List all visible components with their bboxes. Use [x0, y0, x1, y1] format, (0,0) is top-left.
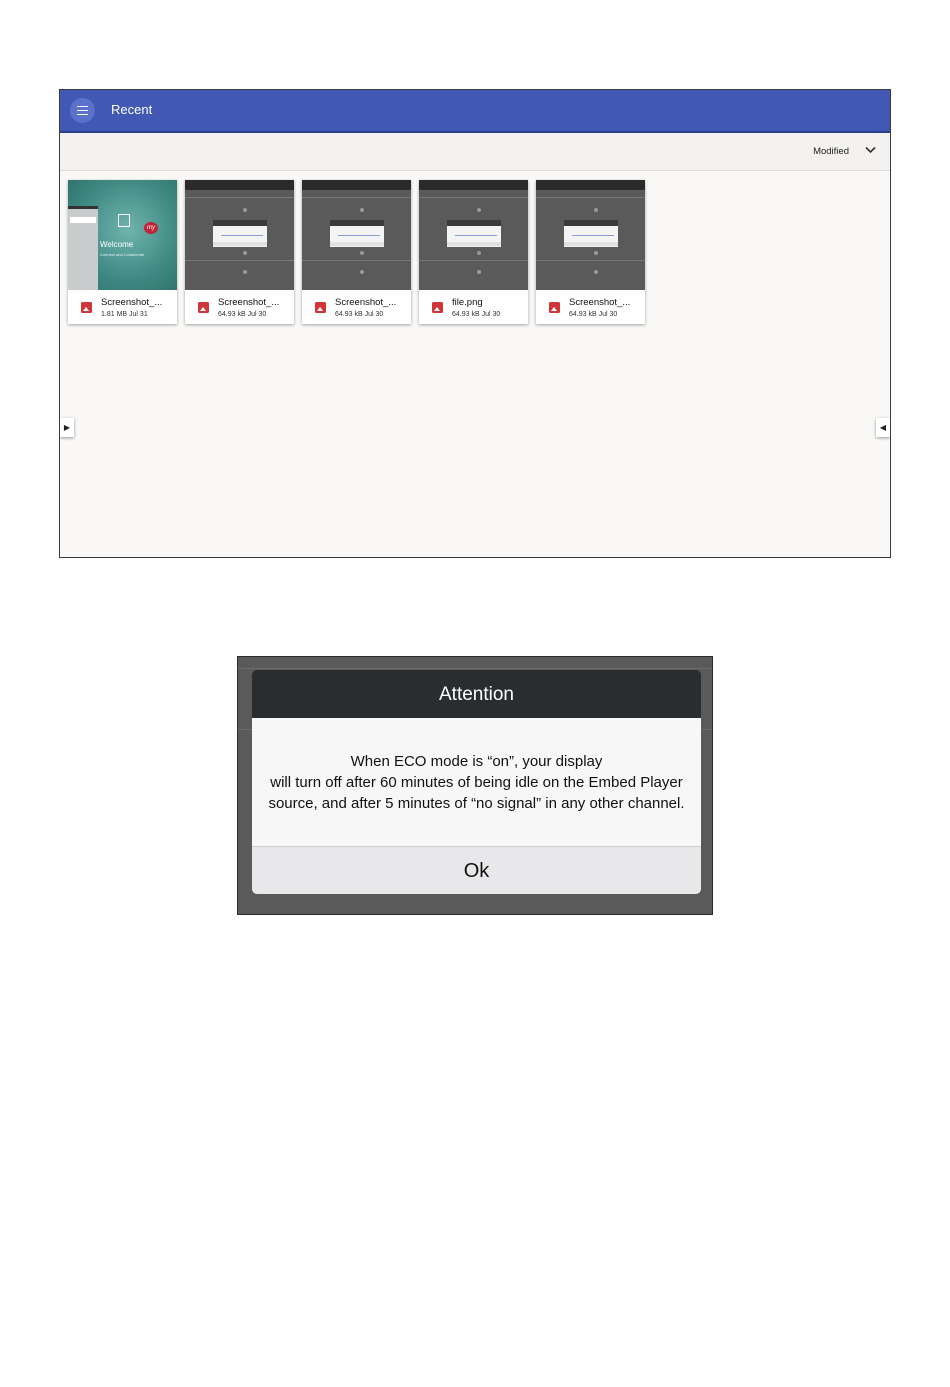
left-drawer-handle[interactable]: ▶ — [60, 418, 74, 437]
file-card[interactable] — [536, 180, 645, 324]
image-file-icon — [198, 302, 209, 313]
dialog-message — [252, 718, 701, 846]
file-thumbnail — [536, 180, 645, 290]
file-info — [419, 290, 528, 324]
dialog-message-line: When ECO mode is “on”, your display — [350, 752, 603, 770]
file-card[interactable] — [302, 180, 411, 324]
app-bar — [60, 90, 890, 133]
image-file-icon — [315, 302, 326, 313]
file-thumbnail: my Welcome Connect and Collaborate — [68, 180, 177, 290]
app-bar-title: Recent — [111, 102, 153, 117]
file-size: 64.93 kB — [452, 311, 480, 318]
file-meta — [101, 311, 148, 318]
file-meta — [218, 311, 266, 318]
file-thumbnail — [302, 180, 411, 290]
file-info — [185, 290, 294, 324]
file-info — [68, 290, 177, 324]
file-size: 64.93 kB — [569, 311, 597, 318]
file-name: Screenshot_... — [335, 297, 397, 308]
attention-dialog — [252, 670, 701, 894]
file-card[interactable] — [68, 180, 177, 324]
file-size: 64.93 kB — [218, 311, 246, 318]
attention-dialog-screenshot — [237, 656, 713, 915]
thumbnail-sub-text: Connect and Collaborate — [100, 252, 145, 257]
menu-icon[interactable] — [70, 98, 95, 123]
file-meta — [569, 311, 617, 318]
file-meta — [452, 311, 500, 318]
dialog-title: Attention — [252, 670, 701, 718]
dialog-message-line: will turn off after 60 minutes of being idle on the Embed Player — [270, 773, 683, 791]
right-drawer-handle[interactable]: ◀ — [876, 418, 890, 437]
sort-bar — [60, 133, 890, 171]
file-meta — [335, 311, 383, 318]
file-size: 1.81 MB — [101, 311, 128, 318]
file-date: Jul 30 — [481, 311, 501, 318]
thumbnail-welcome-text: Welcome — [100, 240, 134, 249]
file-card[interactable] — [419, 180, 528, 324]
file-card[interactable] — [185, 180, 294, 324]
file-name: Screenshot_... — [101, 297, 163, 308]
file-browser-screenshot — [59, 89, 891, 558]
file-date: Jul 30 — [364, 311, 384, 318]
chevron-down-icon[interactable] — [865, 143, 876, 157]
file-date: Jul 30 — [598, 311, 618, 318]
image-file-icon — [432, 302, 443, 313]
image-file-icon — [549, 302, 560, 313]
file-info — [536, 290, 645, 324]
file-name: file.png — [452, 297, 483, 308]
dialog-message-line: source, and after 5 minutes of “no signal” in any other channel. — [268, 794, 685, 812]
image-file-icon — [81, 302, 92, 313]
file-date: Jul 31 — [129, 311, 148, 318]
ok-button[interactable]: Ok — [252, 846, 701, 894]
file-info — [302, 290, 411, 324]
file-size: 64.93 kB — [335, 311, 363, 318]
file-name: Screenshot_... — [218, 297, 280, 308]
file-date: Jul 30 — [247, 311, 267, 318]
file-name: Screenshot_... — [569, 297, 631, 308]
file-thumbnail — [419, 180, 528, 290]
sort-dropdown[interactable]: Modified — [813, 146, 849, 157]
file-thumbnail — [185, 180, 294, 290]
